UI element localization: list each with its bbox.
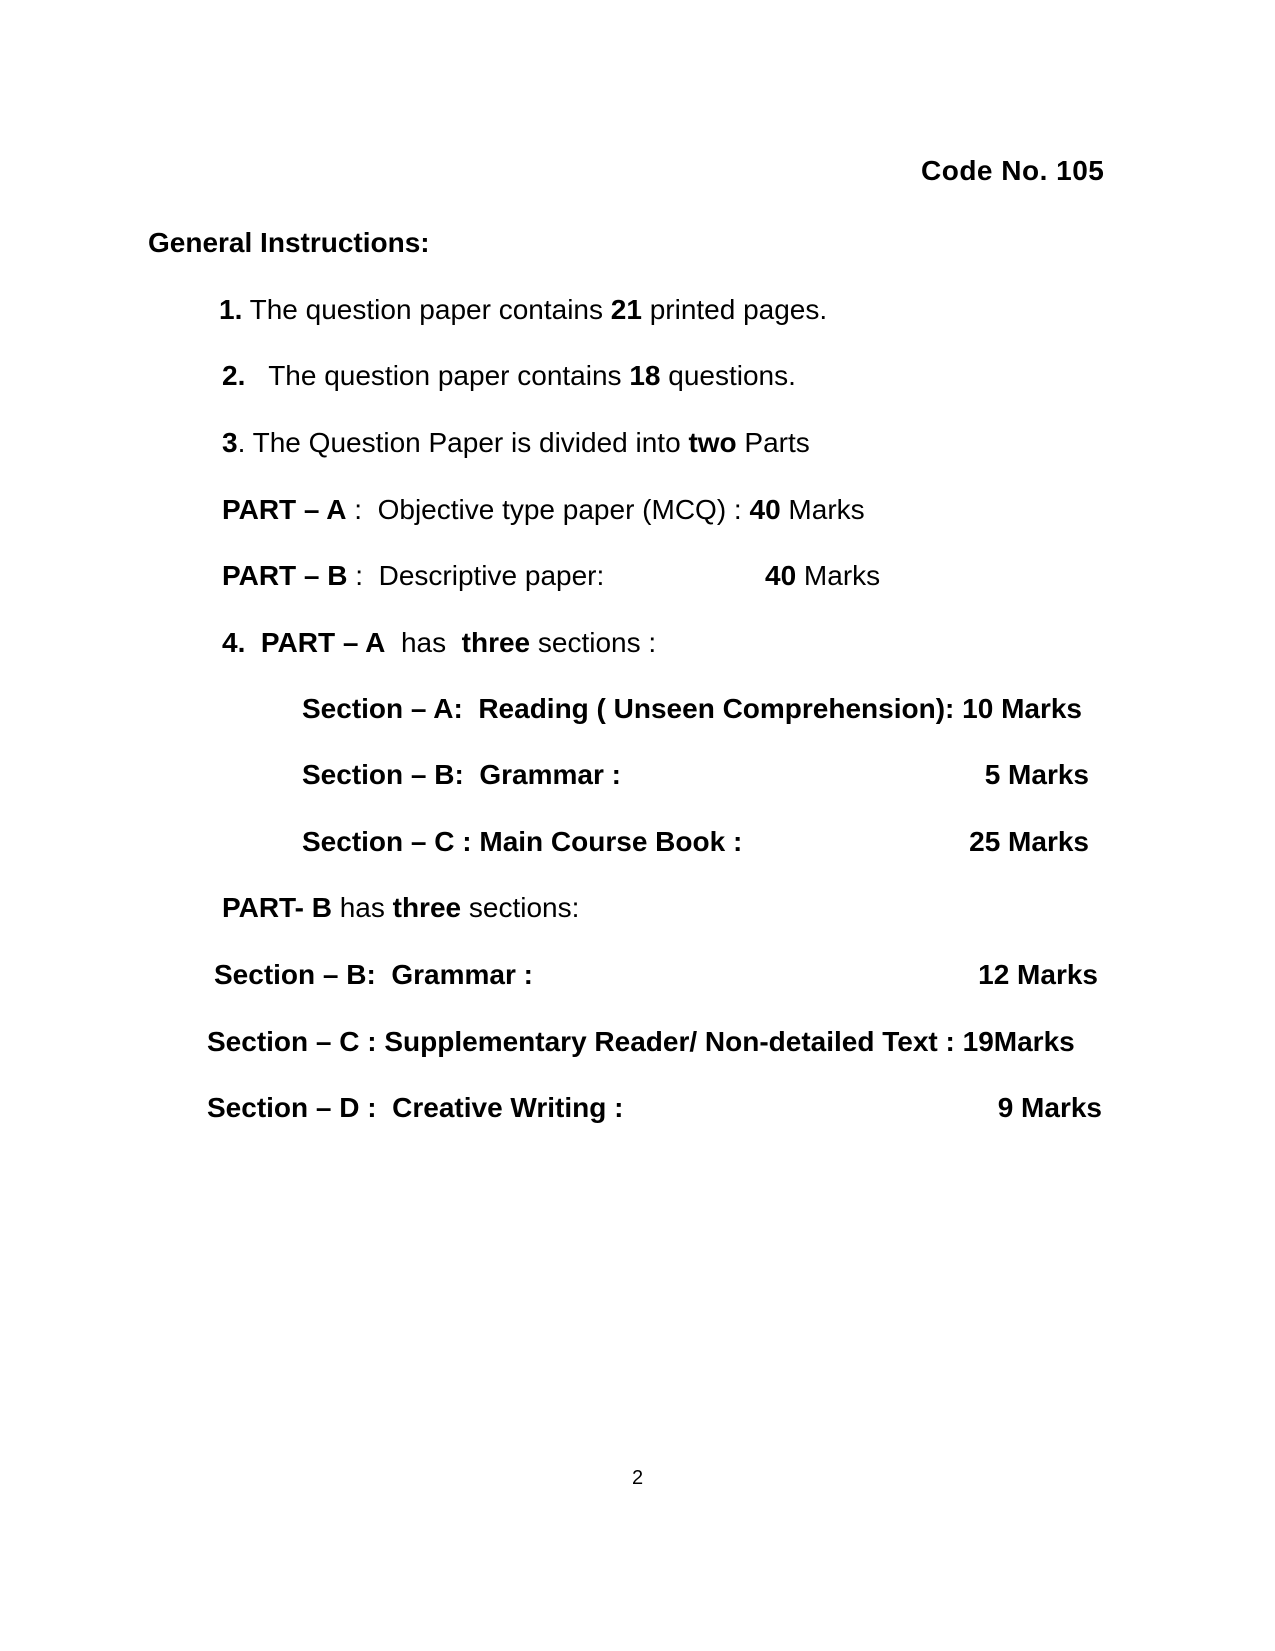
item-number: 4. <box>222 627 261 658</box>
item-number: 1. <box>219 294 243 325</box>
part-label: PART- B <box>222 892 332 923</box>
part-b-marks <box>765 559 880 593</box>
part-a-section-b-marks: 5 Marks <box>984 759 1089 790</box>
part-b-section-c: Section – C : Supplementary Reader/ Non-detailed Text : 19Marks <box>207 1026 1075 1057</box>
part-a-section-b: Section – B: Grammar : <box>302 759 621 790</box>
part-description: : Descriptive paper: <box>347 560 605 591</box>
item-text: . The Question Paper is divided into <box>237 427 689 458</box>
part-marks-value: 40 <box>749 494 781 525</box>
code-number: Code No. 105 <box>921 155 1105 186</box>
item-text: has <box>331 892 393 923</box>
general-instructions-title: General Instructions: <box>148 227 430 258</box>
part-b-section-d: Section – D : Creative Writing : <box>207 1092 624 1123</box>
item-text: printed pages. <box>641 294 828 325</box>
item-text: sections : <box>530 627 657 658</box>
part-b-line <box>222 559 604 593</box>
instruction-item-1 <box>219 293 827 327</box>
item-value: 21 <box>610 294 642 325</box>
instruction-item-4 <box>222 626 656 660</box>
item-text: Parts <box>736 427 810 458</box>
item-text: has <box>385 627 462 658</box>
item-text: sections: <box>461 892 580 923</box>
item-value: three <box>392 892 462 923</box>
item-value: three <box>461 627 531 658</box>
part-b-section-b-marks: 12 Marks <box>978 959 1098 990</box>
page-number: 2 <box>631 1467 644 1489</box>
instruction-item-2 <box>222 359 796 393</box>
part-b-section-d-marks: 9 Marks <box>997 1092 1102 1123</box>
part-label: PART – A <box>222 494 347 525</box>
part-description: : Objective type paper (MCQ) : <box>346 494 750 525</box>
item-value: two <box>688 427 737 458</box>
item-value: 18 <box>629 360 661 391</box>
part-a-section-c: Section – C : Main Course Book : <box>302 826 743 857</box>
item-number: 3 <box>222 427 238 458</box>
item-number: 2. <box>222 360 246 391</box>
part-label: PART – A <box>260 627 386 658</box>
part-b-section-b: Section – B: Grammar : <box>214 959 533 990</box>
part-a-section-c-marks: 25 Marks <box>969 826 1089 857</box>
item-text: questions. <box>660 360 796 391</box>
part-marks-unit: Marks <box>780 494 865 525</box>
item-text: The question paper contains <box>245 360 630 391</box>
part-marks-unit: Marks <box>796 560 881 591</box>
part-a-line <box>222 493 865 527</box>
part-a-section-a: Section – A: Reading ( Unseen Comprehension): 10 Marks <box>302 693 1083 724</box>
part-marks-value: 40 <box>765 560 797 591</box>
item-text: The question paper contains <box>242 294 611 325</box>
part-b-intro <box>222 891 579 925</box>
part-label: PART – B <box>222 560 348 591</box>
instruction-item-3 <box>222 426 810 460</box>
